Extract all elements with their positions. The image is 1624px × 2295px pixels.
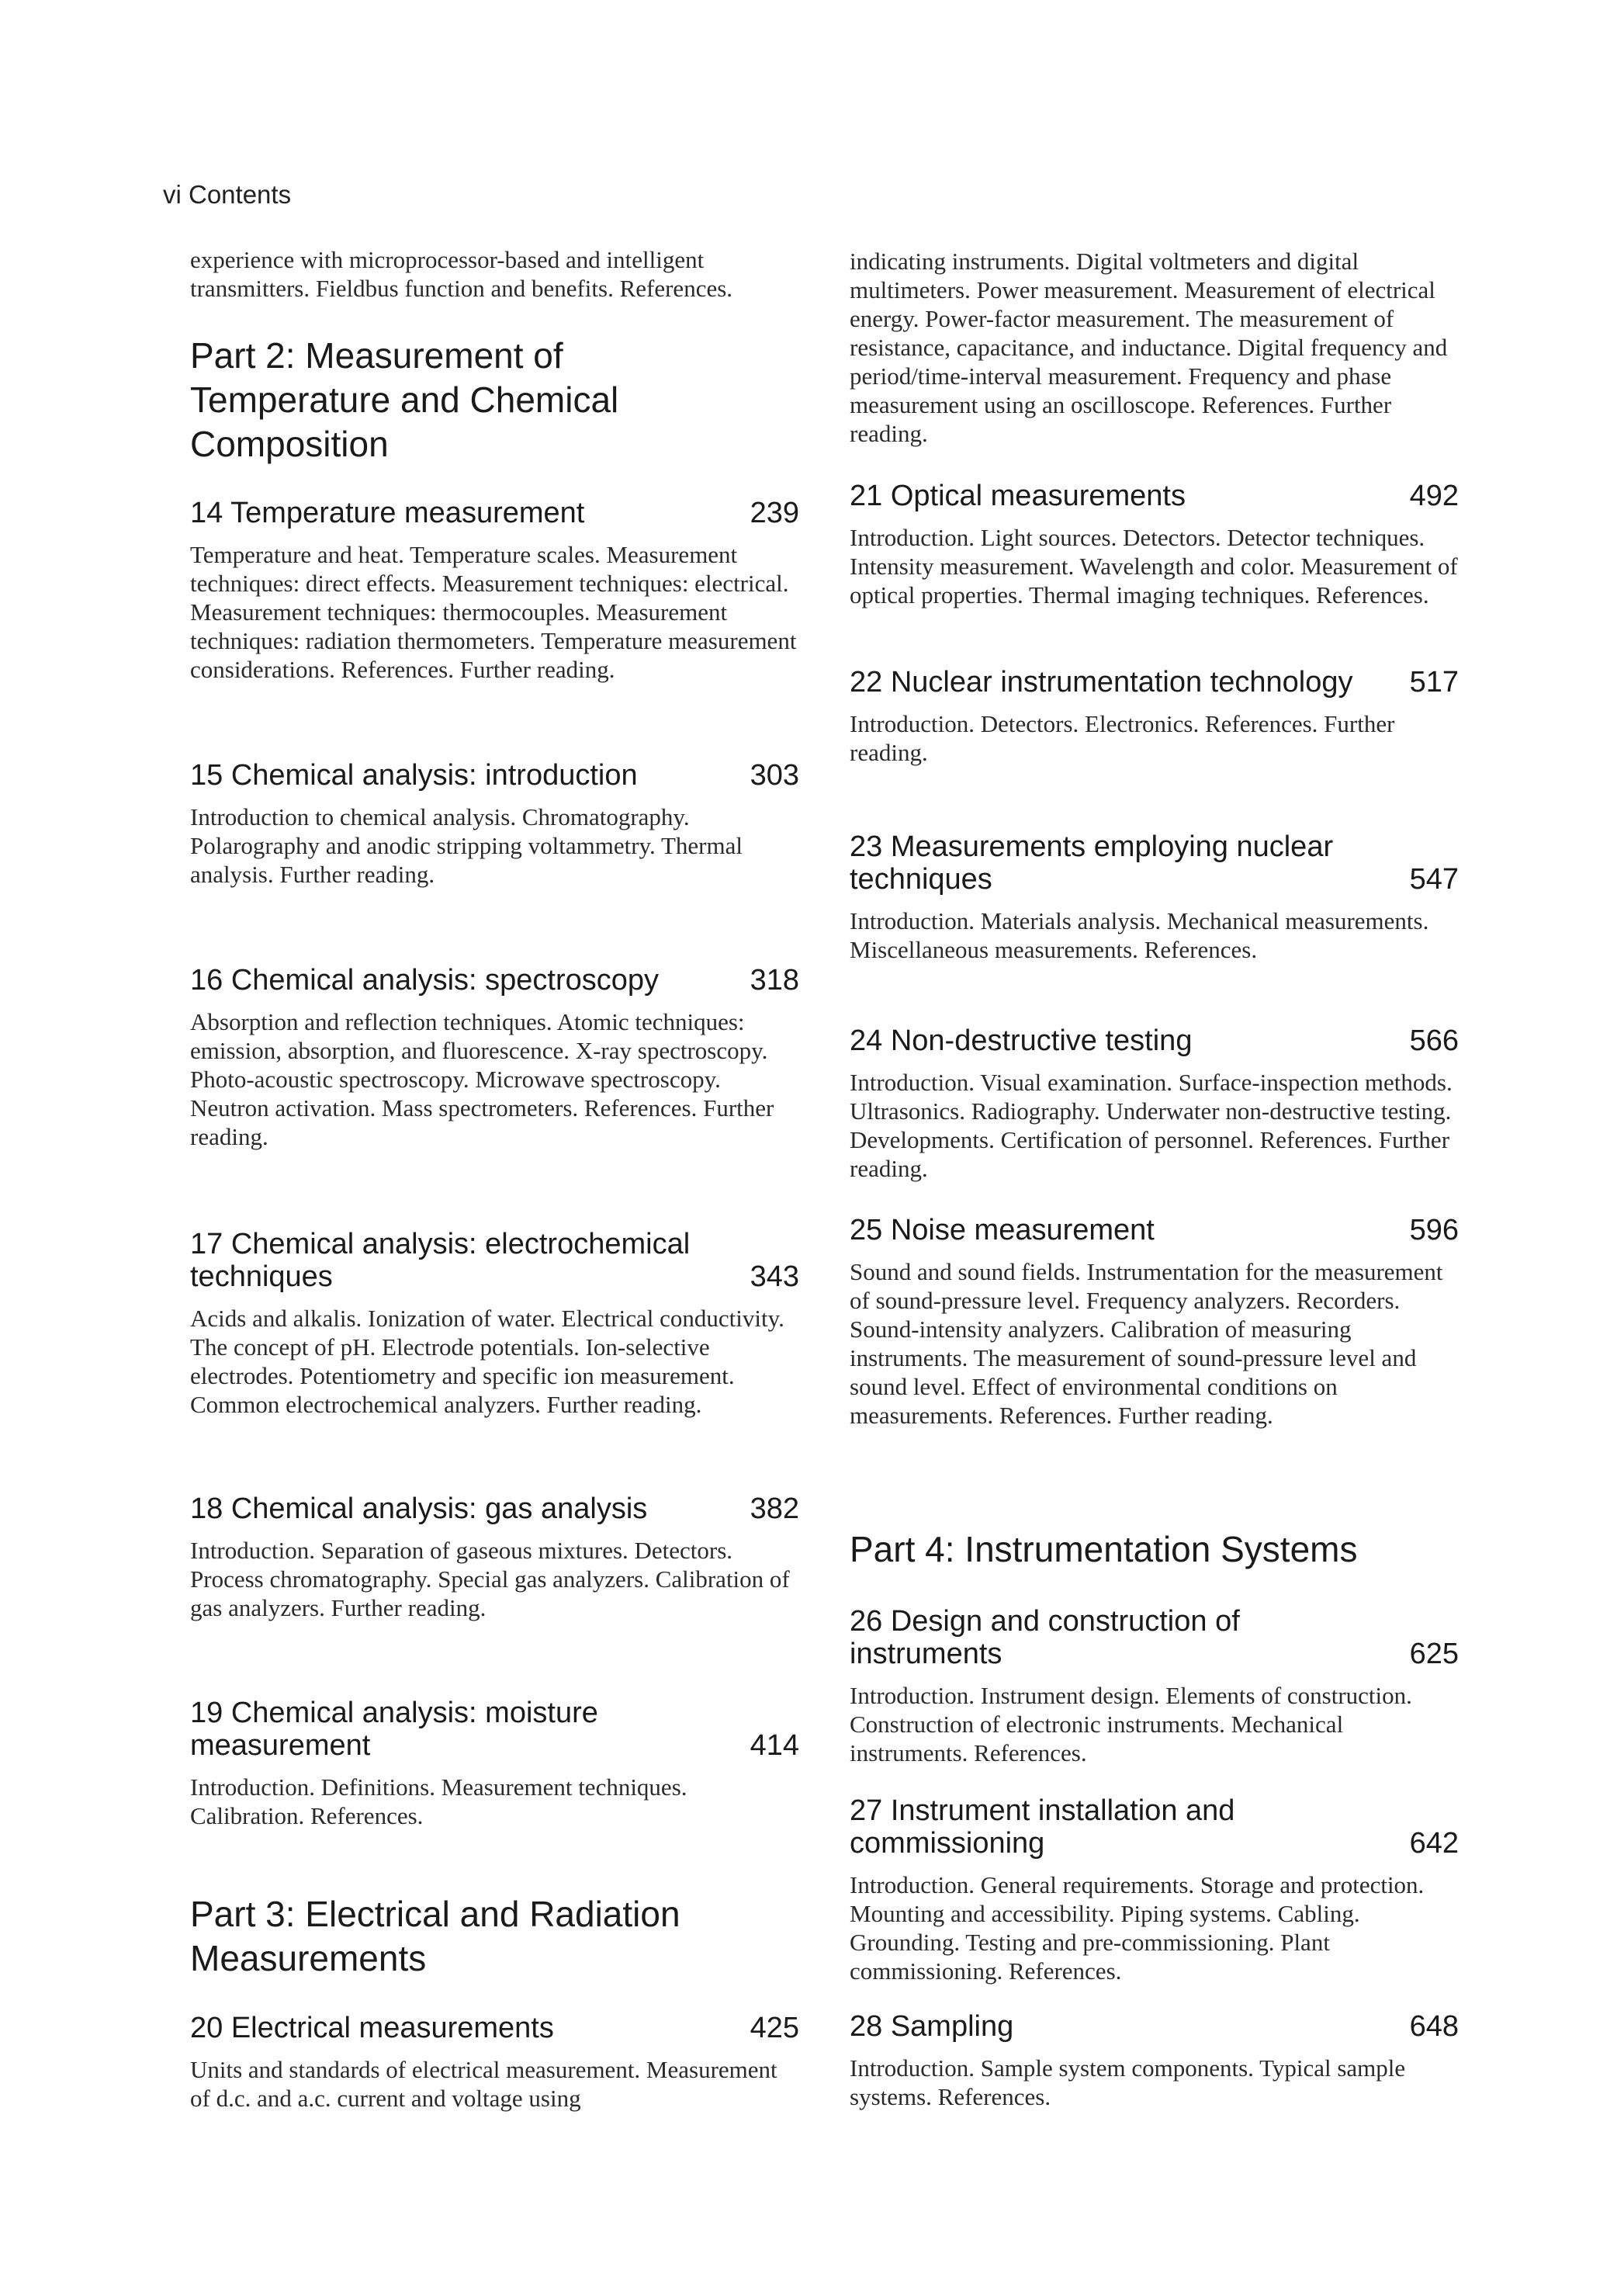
chapter-16-entry[interactable]: [190, 964, 799, 1151]
chapter-24-heading: [850, 1024, 1459, 1057]
chapter-17-title: 17 Chemical analysis: electrochemical techniques: [190, 1228, 691, 1293]
chapter-27-entry[interactable]: [850, 1794, 1459, 1985]
chapter-14-heading: [190, 497, 799, 529]
chapter-23-heading: [850, 830, 1459, 896]
chapter-28-heading: [850, 2010, 1459, 2043]
part-3-title-line-2: Measurements: [190, 1938, 427, 1978]
chapter-19-entry[interactable]: [190, 1697, 799, 1830]
chapter-17-heading: [190, 1228, 799, 1293]
chapter-27-description: Introduction. General requirements. Storage and protection. Mounting and accessibility. Piping systems. Cabling. Grounding. Testing and pre-commissioning. Plant commissioning. References.: [850, 1871, 1425, 1985]
continuation-description: experience with microprocessor-based and intelligent transmitters. Fieldbus function and benefits. References.: [190, 246, 733, 302]
chapter-15-title: 15 Chemical analysis: introduction: [190, 759, 638, 792]
chapter-23-description: Introduction. Materials analysis. Mechanical measurements. Miscellaneous measurements. References.: [850, 907, 1429, 963]
chapter-22-title: 22 Nuclear instrumentation technology: [850, 666, 1353, 699]
chapter-14-entry[interactable]: [190, 497, 799, 684]
chapter-21-title: 21 Optical measurements: [850, 480, 1186, 512]
continuation-text: [190, 245, 799, 303]
chapter-20-entry[interactable]: [190, 2012, 799, 2113]
chapter-16-heading: [190, 964, 799, 997]
part-4-title: Part 4: Instrumentation Systems: [850, 1529, 1358, 1569]
chapter-24-page: 566: [1409, 1024, 1459, 1057]
chapter-25-title: 25 Noise measurement: [850, 1214, 1155, 1246]
chapter-21-description: Introduction. Light sources. Detectors. Detector techniques. Intensity measurement. Wavelength and color. Measurement of optical properties. Thermal imaging techniques. References.: [850, 524, 1458, 608]
part-4-heading: [850, 1527, 1459, 1572]
chapter-26-entry[interactable]: [850, 1605, 1459, 1767]
chapter-23-entry[interactable]: [850, 830, 1459, 964]
chapter-14-description: Temperature and heat. Temperature scales. Measurement techniques: direct effects. Measurement techniques: electrical. Measurement techniques: thermocouples. Measurement techniques: radiation thermometers. Temperature measurement considerations. References. Further reading.: [190, 541, 797, 683]
chapter-26-heading: [850, 1605, 1459, 1670]
chapter-14-title: 14 Temperature measurement: [190, 497, 585, 529]
chapter-20-title: 20 Electrical measurements: [190, 2012, 554, 2044]
chapter-27-heading: [850, 1794, 1459, 1860]
chapter-17-page: 343: [750, 1260, 799, 1293]
part-2-title-line-2: Temperature and Chemical: [190, 380, 619, 420]
chapter-21-entry[interactable]: [850, 480, 1459, 609]
chapter-24-description: Introduction. Visual examination. Surface-inspection methods. Ultrasonics. Radiography. Underwater non-destructive testing. Developments. Certification of personnel. References. Further reading.: [850, 1069, 1453, 1182]
chapter-19-heading: [190, 1697, 799, 1762]
chapter-17-description: Acids and alkalis. Ionization of water. Electrical conductivity. The concept of pH. Electrode potentials. Ion-selective electrodes. Potentiometry and specific ion measurement. Common electrochemical analyzers. Further reading.: [190, 1305, 784, 1418]
chapter-26-title: 26 Design and construction of instruments: [850, 1605, 1240, 1670]
chapter-27-title: 27 Instrument installation and commissioning: [850, 1794, 1235, 1860]
chapter-18-title: 18 Chemical analysis: gas analysis: [190, 1492, 648, 1525]
chapter-18-heading: [190, 1492, 799, 1525]
part-2-title-line-1: Part 2: Measurement of: [190, 335, 563, 376]
chapter-18-page: 382: [750, 1492, 799, 1525]
chapter-15-description: Introduction to chemical analysis. Chromatography. Polarography and anodic stripping voltammetry. Thermal analysis. Further reading.: [190, 803, 743, 888]
chapter-19-page: 414: [750, 1729, 799, 1762]
part-2-heading: [190, 334, 799, 466]
part-3-heading: [190, 1892, 799, 1981]
chapter-16-title: 16 Chemical analysis: spectroscopy: [190, 964, 660, 997]
chapter-18-entry[interactable]: [190, 1492, 799, 1622]
chapter-19-title: 19 Chemical analysis: moisture measurement: [190, 1697, 598, 1762]
chapter-21-heading: [850, 480, 1459, 512]
chapter-24-entry[interactable]: [850, 1024, 1459, 1183]
chapter-19-description: Introduction. Definitions. Measurement techniques. Calibration. References.: [190, 1773, 687, 1829]
chapter-20-heading: [190, 2012, 799, 2044]
chapter-20-page: 425: [750, 2012, 799, 2044]
part-3-title-line-1: Part 3: Electrical and Radiation: [190, 1894, 680, 1934]
chapter-27-page: 642: [1409, 1827, 1459, 1860]
chapter-28-entry[interactable]: [850, 2010, 1459, 2111]
chapter-25-page: 596: [1409, 1214, 1459, 1246]
chapter-28-page: 648: [1409, 2010, 1459, 2043]
chapter-25-entry[interactable]: [850, 1214, 1459, 1430]
chapter-14-page: 239: [750, 497, 799, 529]
chapter-18-description: Introduction. Separation of gaseous mixtures. Detectors. Process chromatography. Special gas analyzers. Calibration of gas analyzers. Further reading.: [190, 1537, 790, 1621]
chapter-22-description: Introduction. Detectors. Electronics. References. Further reading.: [850, 710, 1395, 766]
chapter-21-page: 492: [1409, 480, 1459, 512]
chapter-22-page: 517: [1409, 666, 1459, 699]
chapter-28-title: 28 Sampling: [850, 2010, 1014, 2043]
chapter-26-page: 625: [1409, 1638, 1459, 1670]
chapter-16-description: Absorption and reflection techniques. Atomic techniques: emission, absorption, and fluorescence. X-ray spectroscopy. Photo-acoustic spectroscopy. Microwave spectroscopy. Neutron activation. Mass spectrometers. References. Further reading.: [190, 1008, 774, 1150]
chapter-23-page: 547: [1409, 863, 1459, 896]
part-2-title-line-3: Composition: [190, 424, 389, 464]
chapter-25-heading: [850, 1214, 1459, 1246]
running-header: vi Contents: [163, 180, 292, 209]
chapter-25-description: Sound and sound fields. Instrumentation for the measurement of sound-pressure level. Frequency analyzers. Recorders. Sound-intensity analyzers. Calibration of measuring instruments. The measurement of sound-pressure level and sound level. Effect of environmental conditions on measurements. References. Further reading.: [850, 1258, 1443, 1429]
continuation-text-right: [850, 247, 1459, 448]
chapter-20-description: Units and standards of electrical measurement. Measurement of d.c. and a.c. current and voltage using: [190, 2056, 777, 2112]
chapter-26-description: Introduction. Instrument design. Elements of construction. Construction of electronic instruments. Mechanical instruments. References.: [850, 1682, 1412, 1766]
chapter-22-entry[interactable]: [850, 666, 1459, 767]
chapter-16-page: 318: [750, 964, 799, 997]
chapter-23-title: 23 Measurements employing nuclear techniques: [850, 830, 1334, 896]
chapter-15-entry[interactable]: [190, 759, 799, 889]
chapter-15-page: 303: [750, 759, 799, 792]
chapter-15-heading: [190, 759, 799, 792]
chapter-20-continued-description: indicating instruments. Digital voltmeters and digital multimeters. Power measurement. Measurement of electrical energy. Power-factor measurement. The measurement of resistance, capacitance, and inductance. Digital frequency and period/time-interval measurement. Frequency and phase measurement using an oscilloscope. References. Further reading.: [850, 248, 1448, 447]
chapter-22-heading: [850, 666, 1459, 699]
chapter-28-description: Introduction. Sample system components. Typical sample systems. References.: [850, 2054, 1406, 2110]
chapter-17-entry[interactable]: [190, 1228, 799, 1419]
chapter-24-title: 24 Non-destructive testing: [850, 1024, 1193, 1057]
